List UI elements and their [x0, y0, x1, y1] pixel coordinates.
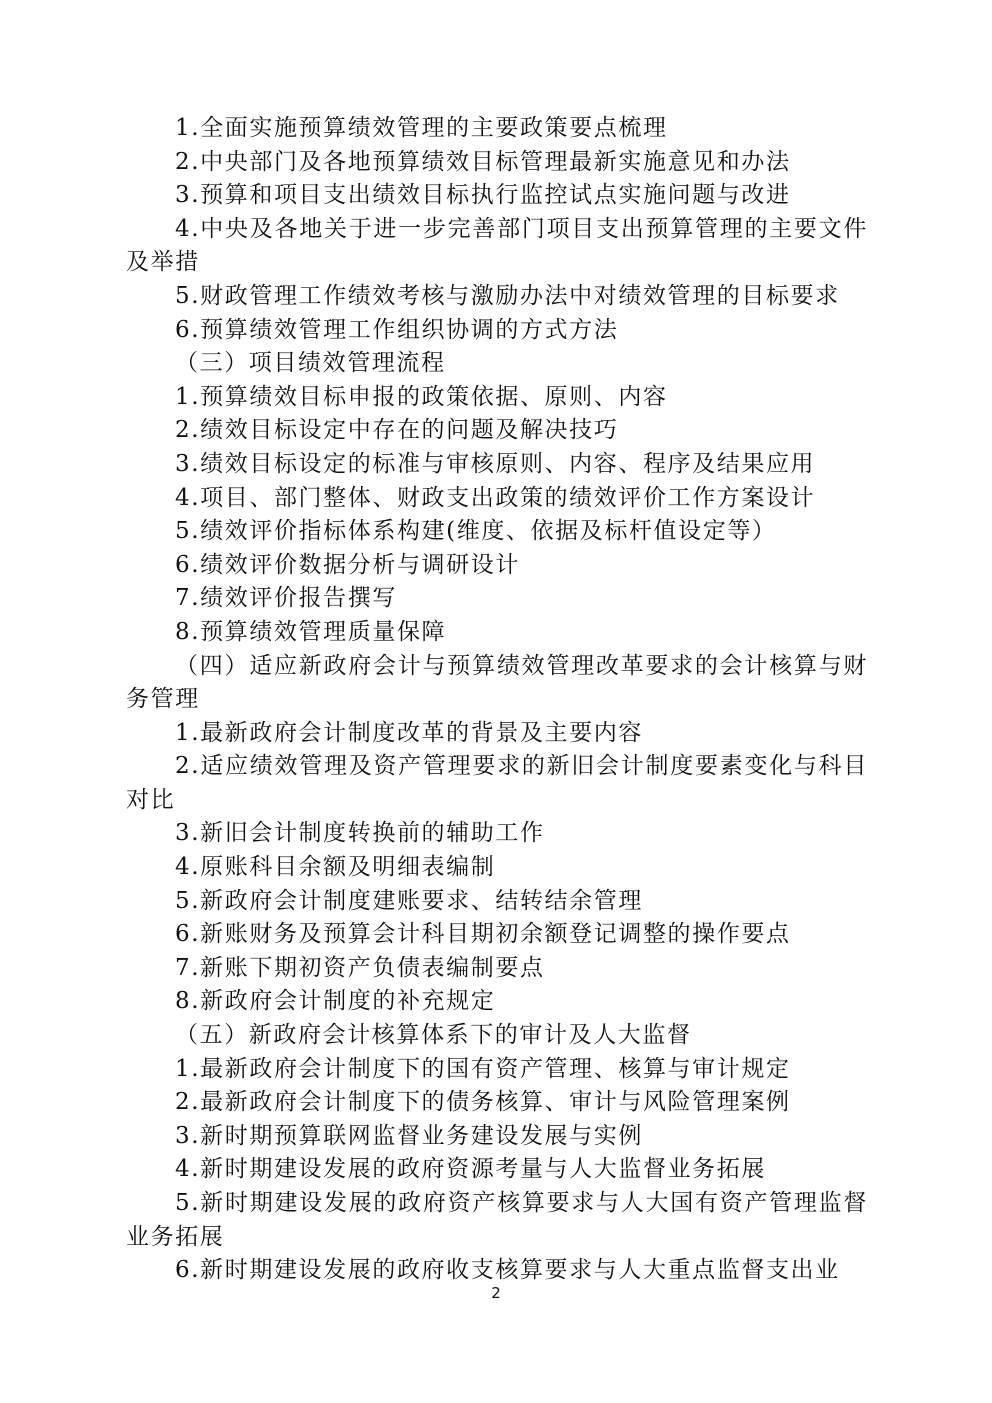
list-item: 3.新时期预算联网监督业务建设发展与实例: [175, 1122, 643, 1149]
list-item: 8.预算绩效管理质量保障: [175, 618, 447, 645]
section-heading: （四）适应新政府会计与预算绩效管理改革要求的会计核算与财务管理: [126, 652, 868, 713]
list-item: 6.绩效评价数据分析与调研设计: [175, 551, 520, 578]
list-item: 1.全面实施预算绩效管理的主要政策要点梳理: [175, 115, 668, 141]
section-heading: （三）项目绩效管理流程: [175, 350, 446, 377]
list-item: 4.中央及各地关于进一步完善部门项目支出预算管理的主要文件及举措: [126, 215, 868, 276]
list-item: 5.新政府会计制度建账要求、结转结余管理: [175, 887, 643, 914]
list-item: 3.预算和项目支出绩效目标执行监控试点实施问题与改进: [175, 182, 791, 209]
list-item: 2.中央部门及各地预算绩效目标管理最新实施意见和办法: [175, 148, 791, 175]
list-item: 1.预算绩效目标申报的政策依据、原则、内容: [175, 383, 668, 410]
list-item: 5.绩效评价指标体系构建(维度、依据及标杆值设定等）: [175, 518, 777, 545]
list-item: 4.原账科目余额及明细表编制: [175, 854, 496, 881]
document-body: [126, 112, 868, 1288]
list-item: 6.预算绩效管理工作组织协调的方式方法: [175, 316, 619, 343]
list-item: 8.新政府会计制度的补充规定: [175, 988, 496, 1015]
page-number: 2: [491, 1284, 501, 1302]
list-item: 6.新时期建设发展的政府收支核算要求与人大重点监督支出业: [175, 1257, 840, 1284]
list-item: 3.绩效目标设定的标准与审核原则、内容、程序及结果应用: [175, 450, 816, 477]
list-item: 5.财政管理工作绩效考核与激励办法中对绩效管理的目标要求: [175, 282, 840, 309]
list-item: 2.最新政府会计制度下的债务核算、审计与风险管理案例: [175, 1089, 791, 1116]
list-item: 7.新账下期初资产负债表编制要点: [175, 954, 545, 981]
list-item: 2.适应绩效管理及资产管理要求的新旧会计制度要素变化与科目对比: [126, 753, 868, 813]
list-item: 1.最新政府会计制度改革的背景及主要内容: [175, 719, 643, 746]
list-item: 5.新时期建设发展的政府资产核算要求与人大国有资产管理监督业务拓展: [126, 1190, 868, 1250]
list-item: 6.新账财务及预算会计科目期初余额登记调整的操作要点: [175, 921, 791, 948]
section-heading: （五）新政府会计核算体系下的审计及人大监督: [175, 1022, 692, 1049]
list-item: 4.新时期建设发展的政府资源考量与人大监督业务拓展: [175, 1156, 766, 1183]
list-item: 2.绩效目标设定中存在的问题及解决技巧: [175, 417, 619, 444]
list-item: 3.新旧会计制度转换前的辅助工作: [175, 820, 545, 847]
list-item: 4.项目、部门整体、财政支出政策的绩效评价工作方案设计: [175, 484, 816, 511]
list-item: 7.绩效评价报告撰写: [175, 585, 397, 612]
list-item: 1.最新政府会计制度下的国有资产管理、核算与审计规定: [175, 1055, 791, 1082]
